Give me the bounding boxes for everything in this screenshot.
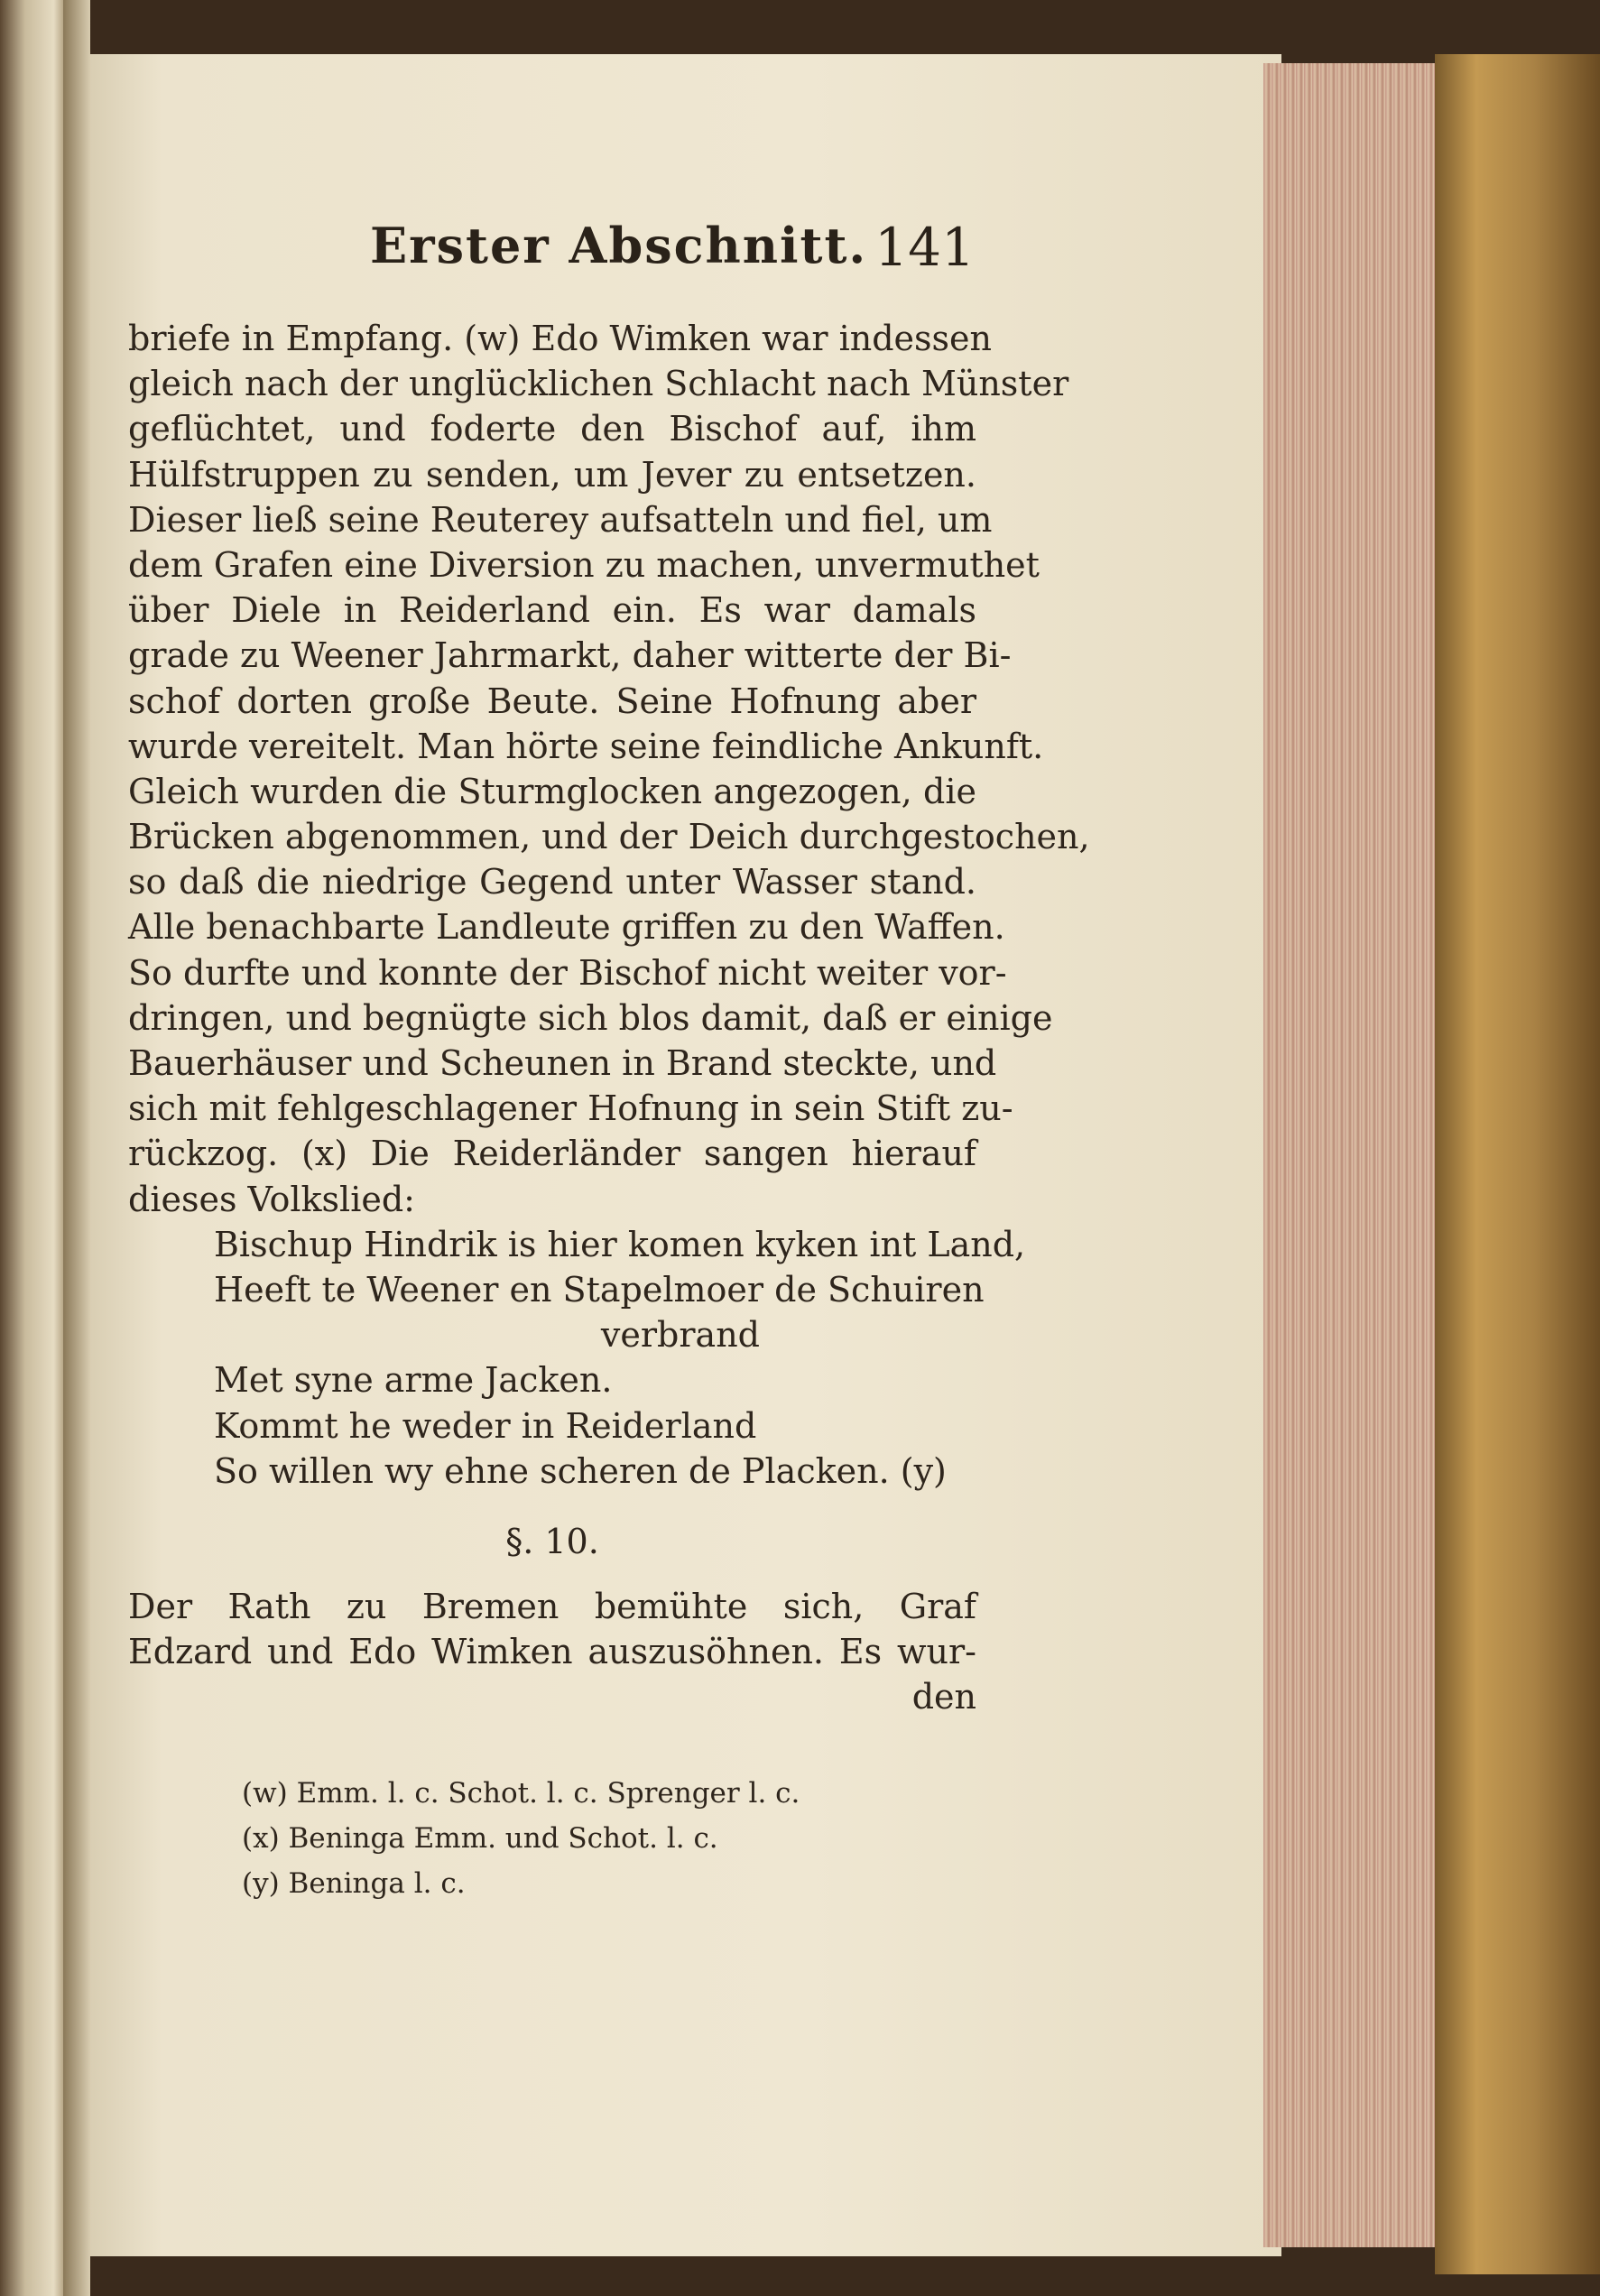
text-line: briefe in Empfang. (w) Edo Wimken war indessen xyxy=(128,319,992,358)
footnote-y: (y) Beninga l. c. xyxy=(242,1867,466,1900)
book-cover-edge xyxy=(1435,54,1600,2274)
verse-line: Bischup Hindrik is hier komen kyken int Land, xyxy=(214,1224,1026,1264)
text-line: wurde vereitelt. Man hörte seine feindliche Ankunft. xyxy=(128,726,1044,766)
text-line: dringen, und begnügte sich blos damit, daß er einige xyxy=(128,997,1053,1038)
text-line: Bauerhäuser und Scheunen in Brand steckte, und xyxy=(128,1043,997,1083)
verse-line-continuation: verbrand xyxy=(600,1315,760,1356)
text-line: Brücken abgenommen, und der Deich durchgestochen, xyxy=(128,817,1090,857)
text-line: So durfte und konnte der Bischof nicht weiter vor- xyxy=(128,952,1007,993)
page-header xyxy=(144,217,975,289)
verse-line: Met syne arme Jacken. xyxy=(214,1360,613,1401)
verse-line: Kommt he weder in Reiderland xyxy=(214,1405,757,1446)
running-head: Erster Abschnitt. xyxy=(370,217,868,274)
text-line: Dieser ließ seine Reuterey aufsatteln und fiel, um xyxy=(128,499,993,540)
text-line: Hülfstruppen zu senden, um Jever zu entsetzen. xyxy=(128,454,976,495)
left-page-edge xyxy=(0,0,63,2296)
folk-song-verse xyxy=(128,1222,1026,1494)
page-number: 141 xyxy=(874,217,975,278)
text-line: Der Rath zu Bremen bemühte sich, Graf xyxy=(128,1586,976,1626)
text-line: gleich nach der unglücklichen Schlacht nach Münster xyxy=(128,364,1069,404)
text-line: sich mit fehlgeschlagener Hofnung in sein Stift zu- xyxy=(128,1088,1013,1129)
text-line: Gleich wurden die Sturmglocken angezogen, die xyxy=(128,771,976,811)
text-line: so daß die niedrige Gegend unter Wasser stand. xyxy=(128,862,976,903)
main-text xyxy=(128,316,1090,1719)
verse-line: Heeft te Weener en Stapelmoer de Schuiren xyxy=(214,1269,985,1310)
text-line: rückzog. (x) Die Reiderländer sangen hierauf xyxy=(128,1134,976,1174)
footnote-x: (x) Beninga Emm. und Schot. l. c. xyxy=(242,1822,718,1855)
text-line: dem Grafen eine Diversion zu machen, unvermuthet xyxy=(128,544,1040,585)
text-line: Alle benachbarte Landleute griffen zu den Waffen. xyxy=(128,907,1005,948)
footnote-w: (w) Emm. l. c. Schot. l. c. Sprenger l. c. xyxy=(242,1777,800,1810)
footnotes xyxy=(242,1771,946,1906)
verse-line: So willen wy ehne scheren de Placken. (y) xyxy=(214,1450,947,1491)
catchword: den xyxy=(911,1677,976,1717)
text-line: Edzard und Edo Wimken auszusöhnen. Es wur- xyxy=(128,1632,976,1672)
text-line: schof dorten große Beute. Seine Hofnung aber xyxy=(128,680,976,721)
section-heading: §. 10. xyxy=(505,1521,599,1561)
page-block-edge xyxy=(1263,63,1444,2247)
text-line: geflüchtet, und foderte den Bischof auf, ihm xyxy=(128,409,976,449)
text-line: grade zu Weener Jahrmarkt, daher witterte der Bi- xyxy=(128,635,1012,676)
text-line: über Diele in Reiderland ein. Es war damals xyxy=(128,590,976,631)
book-gutter xyxy=(63,0,90,2296)
text-line: dieses Volkslied: xyxy=(128,1179,415,1219)
